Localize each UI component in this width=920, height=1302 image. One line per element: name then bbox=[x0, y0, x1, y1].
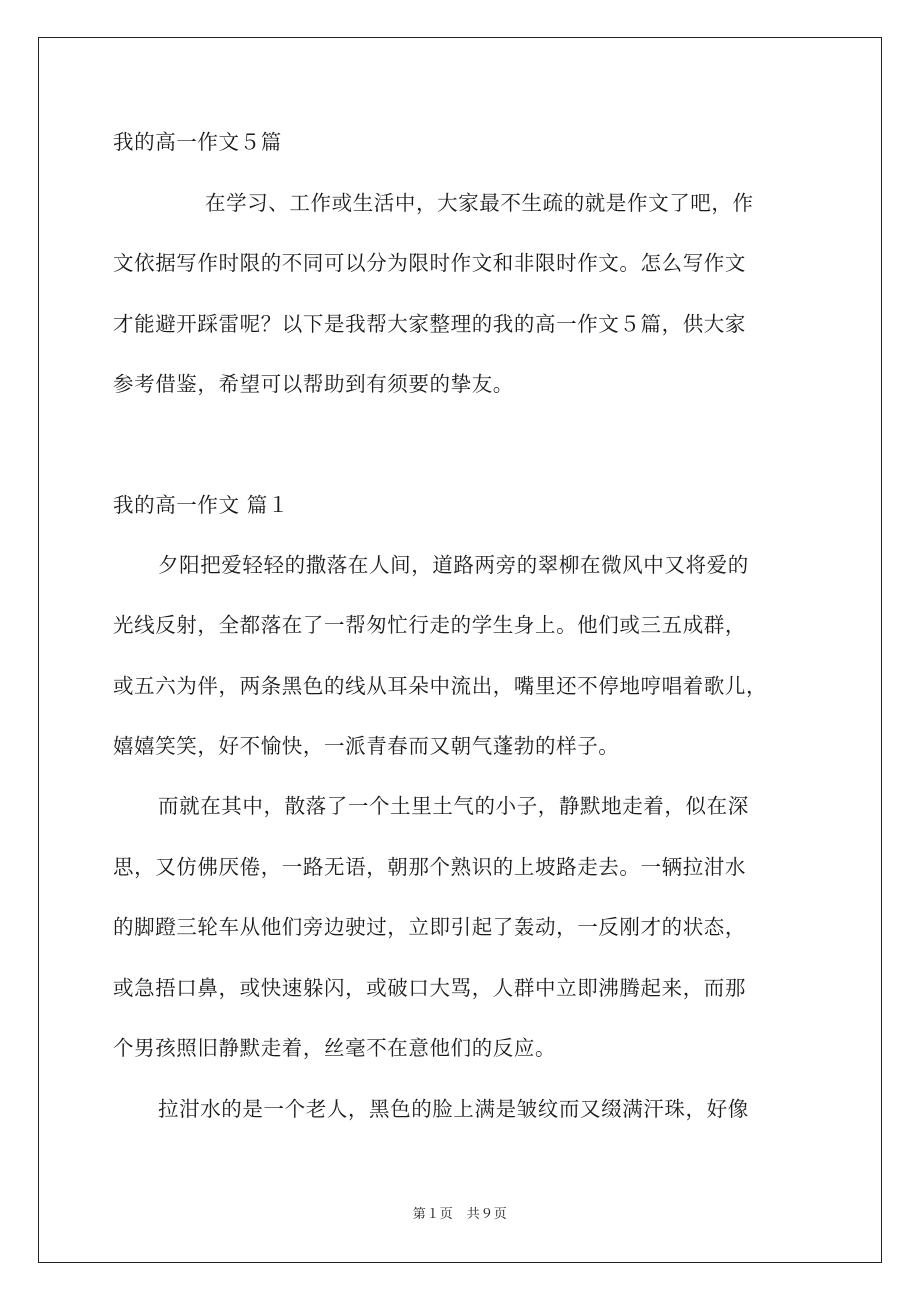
paragraph2-line-3: 的脚蹬三轮车从他们旁边驶过，立即引起了轰动，一反刚才的状态， bbox=[113, 915, 746, 939]
paragraph2-line-2: 思，又仿佛厌倦，一路无语，朝那个熟识的上坡路走去。一辆拉泔水 bbox=[113, 855, 746, 879]
intro-line-3: 才能避开踩雷呢？以下是我帮大家整理的我的高一作文５篇，供大家 bbox=[113, 312, 746, 336]
section-heading: 我的高一作文 篇１ bbox=[113, 493, 289, 517]
paragraph1-line-1: 夕阳把爱轻轻的撒落在人间，道路两旁的翠柳在微风中又将爱的 bbox=[158, 553, 749, 577]
paragraph1-line-3: 或五六为伴，两条黑色的线从耳朵中流出，嘴里还不停地哼唱着歌儿， bbox=[113, 674, 768, 698]
paragraph2-line-4: 或急捂口鼻，或快速躲闪，或破口大骂，人群中立即沸腾起来，而那 bbox=[113, 976, 746, 1000]
paragraph1-line-4: 嬉嬉笑笑，好不愉快，一派青春而又朝气蓬勃的样子。 bbox=[113, 734, 620, 758]
paragraph1-line-2: 光线反射，全都落在了一帮匆忙行走的学生身上。他们或三五成群， bbox=[113, 613, 746, 637]
intro-line-2: 文依据写作时限的不同可以分为限时作文和非限时作文。怎么写作文 bbox=[113, 251, 746, 275]
document-title: 我的高一作文５篇 bbox=[113, 130, 282, 154]
paragraph3-line-1: 拉泔水的是一个老人，黑色的脸上满是皱纹而又缀满汗珠，好像 bbox=[158, 1097, 749, 1121]
intro-line-4: 参考借鉴，希望可以帮助到有须要的挚友。 bbox=[113, 372, 514, 396]
intro-line-1: 在学习、工作或生活中，大家最不生疏的就是作文了吧，作 bbox=[205, 191, 754, 215]
page-footer: 第１页 共９页 bbox=[412, 1207, 508, 1222]
paragraph2-line-5: 个男孩照旧静默走着，丝毫不在意他们的反应。 bbox=[113, 1036, 557, 1060]
paragraph2-line-1: 而就在其中，散落了一个土里土气的小子，静默地走着，似在深 bbox=[158, 794, 749, 818]
page-border bbox=[38, 37, 882, 1263]
